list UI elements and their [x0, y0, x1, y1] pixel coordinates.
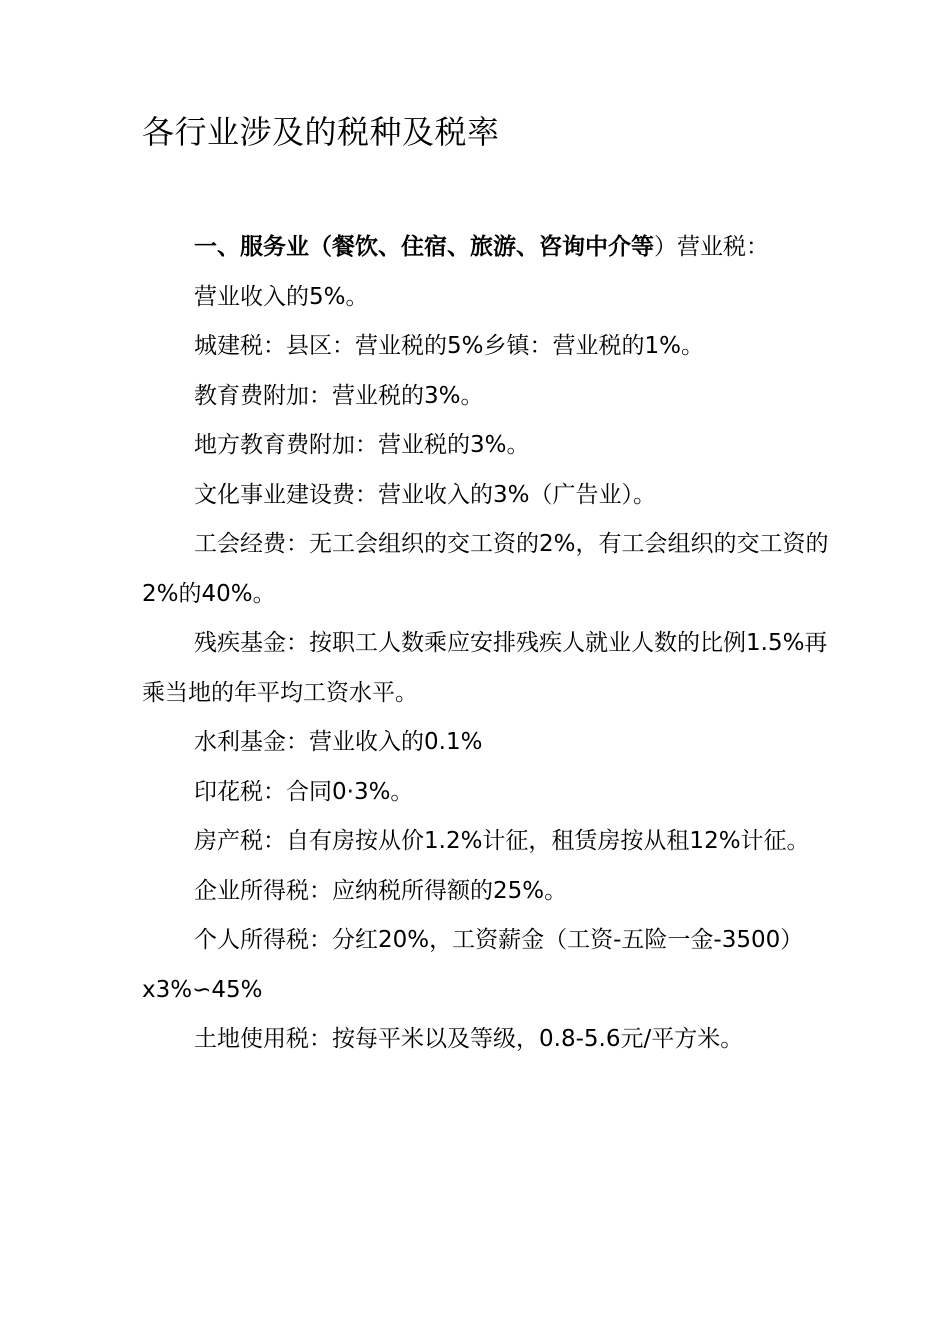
line-property-tax: 房产税：自有房按从价1.2%计征，租赁房按从租12%计征。: [194, 828, 810, 854]
line-urban-construction-tax: 城建税：县区：营业税的5%乡镇：营业税的1%。: [194, 333, 704, 359]
line-land-use-tax: 土地使用税：按每平米以及等级，0.8-5.6元/平方米。: [194, 1026, 744, 1052]
line-water-fund: 水利基金：营业收入的0.1%: [194, 729, 483, 755]
line-local-education-surcharge: 地方教育费附加：营业税的3%。: [194, 432, 530, 458]
line-culture-construction-fee: 文化事业建设费：营业收入的3%（广告业）。: [194, 481, 656, 508]
line-corporate-income-tax: 企业所得税：应纳税所得额的25%。: [194, 877, 568, 904]
line-stamp-tax: 印花税：合同0·3%。: [194, 778, 414, 805]
line-disability-fund: 残疾基金：按职工人数乘应安排残疾人就业人数的比例1.5%再乘当地的年平均工资水平。: [142, 630, 828, 706]
section-heading-bold: 一、服务业（餐饮、住宿、旅游、咨询中介等: [194, 234, 654, 260]
line-personal-income-tax: 个人所得税：分红20%，工资薪金（工资-五险一金-3500）x3%∽45%: [142, 927, 804, 1003]
line-union-fee: 工会经费：无工会组织的交工资的2%，有工会组织的交工资的2%的40%。: [142, 531, 829, 607]
document-body: [142, 223, 842, 1065]
line-education-surcharge: 教育费附加：营业税的3%。: [194, 382, 484, 409]
section-heading-tail: ）营业税：: [654, 234, 769, 260]
section-heading: [142, 223, 842, 273]
document-title: 各行业涉及的税种及税率: [142, 113, 500, 151]
line-business-tax-rate: 营业收入的5%。: [194, 283, 369, 310]
